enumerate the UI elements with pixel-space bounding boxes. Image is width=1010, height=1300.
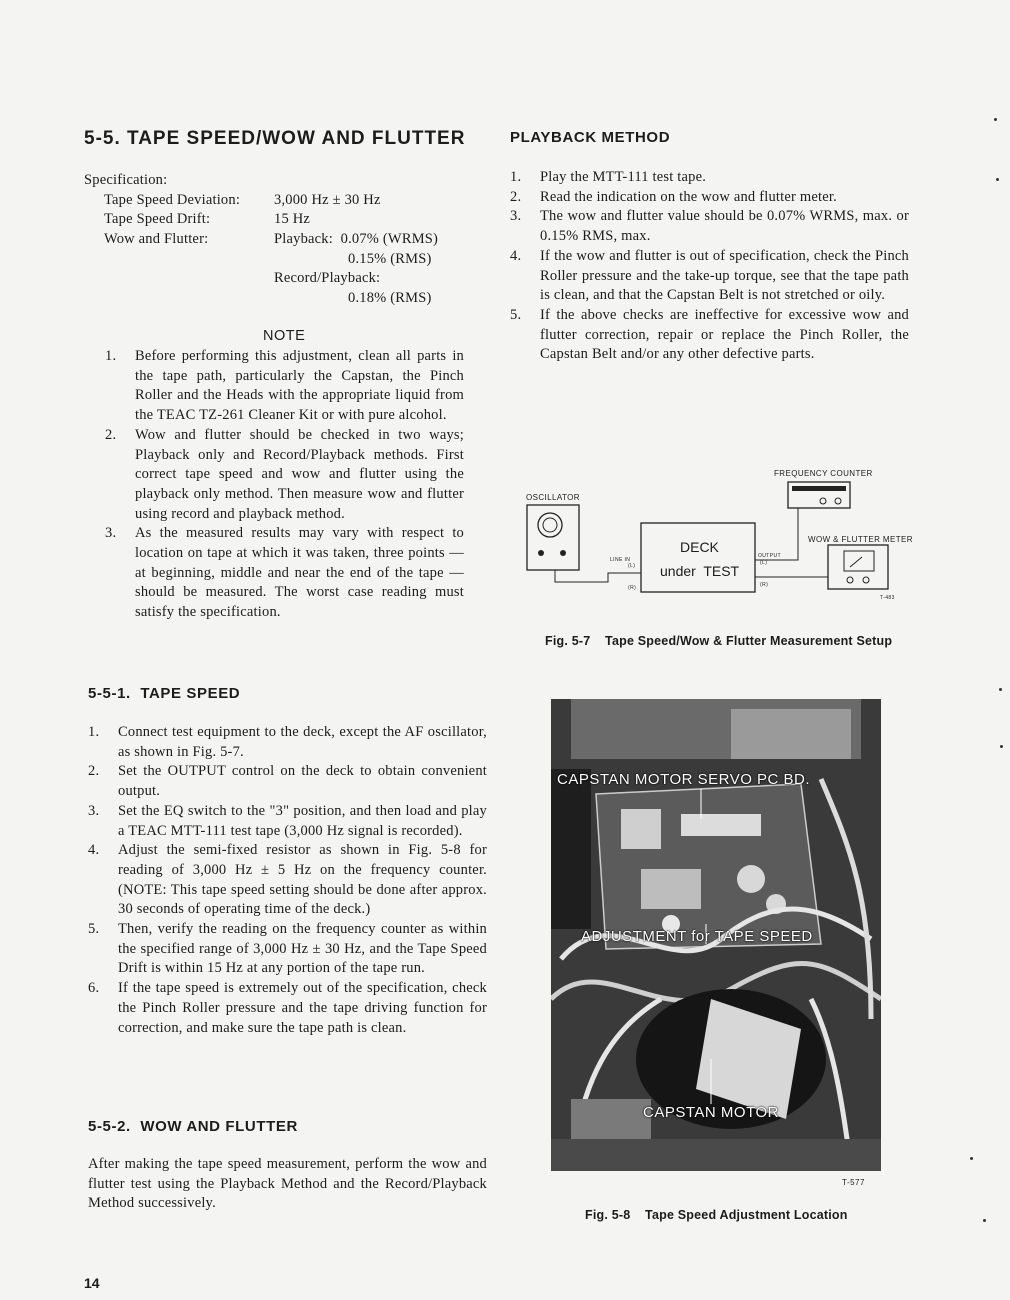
spec-value: 15 Hz: [274, 211, 311, 228]
margin-mark: [1000, 745, 1003, 748]
output-channel: (L): [760, 560, 768, 566]
list-number: 2.: [510, 188, 522, 205]
spec-value: 3,000 Hz ± 30 Hz: [274, 191, 381, 208]
spec-row: [84, 230, 484, 250]
list-number: 4.: [88, 842, 100, 859]
under-test-label: under TEST: [660, 563, 740, 579]
output-label: OUTPUT: [758, 553, 781, 559]
list-text: Set the OUTPUT control on the deck to obtain convenient output.: [118, 763, 487, 800]
spec-value: Playback: 0.07% (WRMS): [274, 231, 439, 248]
list-number: 3.: [88, 802, 100, 819]
list-number: 5.: [510, 306, 522, 323]
tape-speed-photo: [551, 699, 881, 1171]
list-item: [510, 188, 909, 208]
list-text: Play the MTT-111 test tape.: [540, 169, 707, 185]
figure-code: T-483: [880, 595, 895, 601]
spec-extra: 0.18% (RMS): [348, 290, 432, 307]
list-item: [88, 762, 487, 801]
list-item: [88, 802, 487, 841]
oscillator-label: OSCILLATOR: [526, 493, 580, 502]
list-text: Connect test equipment to the deck, except the AF oscillator, as shown in Fig. 5-7.: [118, 724, 487, 760]
list-item: [88, 723, 487, 762]
list-number: 3.: [510, 208, 522, 225]
list-number: 1.: [88, 724, 100, 740]
list-text: If the wow and flutter is out of specification, check the Pinch Roller pressure and the take-up torque, see that the tape path is clean, and that the Capstan Belt is not stretched or oily.: [540, 247, 909, 304]
list-text: Set the EQ switch to the "3" position, and then load and play a TEAC MTT-111 test tape (3,000 Hz signal is recorded).: [118, 802, 487, 839]
list-item: [88, 920, 487, 979]
measurement-setup-diagram: [520, 465, 920, 605]
list-text: The wow and flutter value should be 0.07% WRMS, max. or 0.15% RMS, max.: [540, 208, 909, 245]
output-right-channel: (R): [760, 582, 769, 588]
list-text: Then, verify the reading on the frequency counter as within the specified range of 3,000 Hz ± 30 Hz, and the Tape Speed Drift is within 15 Hz at any portion of the tape run.: [118, 921, 487, 977]
list-item: [88, 979, 487, 1038]
list-text: If the tape speed is extremely out of the specification, check the Pinch Roller pressure and the tape driving function for correction, and make sure the tape path is clean.: [118, 980, 487, 1036]
line-in-channel: (L): [628, 563, 636, 569]
margin-mark: [983, 1219, 986, 1222]
list-item: [510, 168, 909, 188]
list-text: Read the indication on the wow and flutter meter.: [540, 188, 837, 205]
spec-label: Wow and Flutter:: [104, 231, 209, 248]
spec-label: Tape Speed Drift:: [104, 211, 211, 228]
list-item: [105, 426, 464, 525]
margin-mark: [996, 178, 999, 181]
list-text: Adjust the semi-fixed resistor as shown in Fig. 5-8 for reading of 3,000 Hz ± 5 Hz on the frequency counter. (NOTE: This tape speed setting should be done after approx. 30 seconds of operating time of the deck.): [118, 842, 487, 918]
fig58-caption: Fig. 5-8 Tape Speed Adjustment Location: [585, 1208, 848, 1222]
tape-speed-steps: [88, 723, 487, 1038]
tape-speed-title: 5-5-1. TAPE SPEED: [88, 685, 241, 702]
spec-row: [84, 210, 484, 230]
specification-block: [84, 171, 484, 309]
list-item: [510, 306, 909, 365]
fig58-code: T-577: [842, 1178, 865, 1187]
line-in-label: LINE IN: [610, 557, 631, 563]
spec-extra: Record/Playback:: [274, 270, 381, 287]
wow-meter-label: WOW & FLUTTER METER: [808, 535, 913, 544]
spec-extra: 0.15% (RMS): [348, 250, 432, 267]
margin-mark: [999, 688, 1002, 691]
spec-heading: Specification:: [84, 172, 168, 188]
list-number: 1.: [510, 169, 522, 185]
list-item: [88, 841, 487, 920]
margin-mark: [994, 118, 997, 121]
fig57-caption: Fig. 5-7 Tape Speed/Wow & Flutter Measurement Setup: [545, 634, 893, 648]
page-number: 14: [84, 1275, 100, 1291]
list-number: 2.: [105, 426, 117, 443]
list-number: 5.: [88, 921, 100, 938]
list-item: [105, 347, 464, 426]
list-text: Wow and flutter should be checked in two ways; Playback only and Record/Playback methods. First correct tape speed and wow and flutter using the playback only method. Then measure wow and flutter using record and playback method.: [135, 426, 464, 522]
capstan-board-label: CAPSTAN MOTOR SERVO PC BD.: [557, 771, 811, 788]
section-title: 5-5. TAPE SPEED/WOW AND FLUTTER: [84, 128, 466, 149]
list-item: [510, 207, 909, 246]
capstan-motor-label: CAPSTAN MOTOR: [643, 1104, 779, 1121]
list-item: [105, 524, 464, 623]
note-heading: NOTE: [263, 328, 306, 344]
list-item: [510, 247, 909, 306]
spec-label: Tape Speed Deviation:: [104, 191, 241, 208]
list-number: 3.: [105, 525, 117, 542]
margin-mark: [970, 1157, 973, 1160]
list-number: 4.: [510, 247, 522, 264]
playback-title: PLAYBACK METHOD: [510, 129, 671, 146]
note-list: [105, 347, 464, 623]
wow-flutter-title: 5-5-2. WOW AND FLUTTER: [88, 1118, 298, 1135]
playback-steps: [510, 168, 909, 365]
list-number: 1.: [105, 348, 117, 364]
wow-flutter-text: After making the tape speed measurement, perform the wow and flutter test using the Playback Method and the Record/Playback Method successively.: [88, 1156, 487, 1212]
list-text: If the above checks are ineffective for excessive wow and flutter correction, repair or replace the Pinch Roller, the Capstan Belt and/or any other defective parts.: [540, 306, 909, 363]
list-number: 6.: [88, 980, 100, 997]
input-right-channel: (R): [628, 585, 637, 591]
list-number: 2.: [88, 763, 100, 780]
deck-label: DECK: [680, 539, 719, 555]
adjustment-label: ADJUSTMENT for TAPE SPEED: [581, 928, 813, 945]
list-text: As the measured results may vary with respect to location on tape at which it was taken, three points — at beginning, middle and near the end of the tape — should be measured. The worst case reading must satisfy the specification.: [135, 525, 464, 621]
spec-row: [84, 191, 484, 211]
frequency-counter-label: FREQUENCY COUNTER: [774, 469, 873, 478]
list-text: Before performing this adjustment, clean all parts in the tape path, particularly the Capstan, the Pinch Roller and the Heads with the appropriate liquid from the TEAC TZ-261 Cleaner Kit or with pure alcohol.: [135, 348, 464, 424]
